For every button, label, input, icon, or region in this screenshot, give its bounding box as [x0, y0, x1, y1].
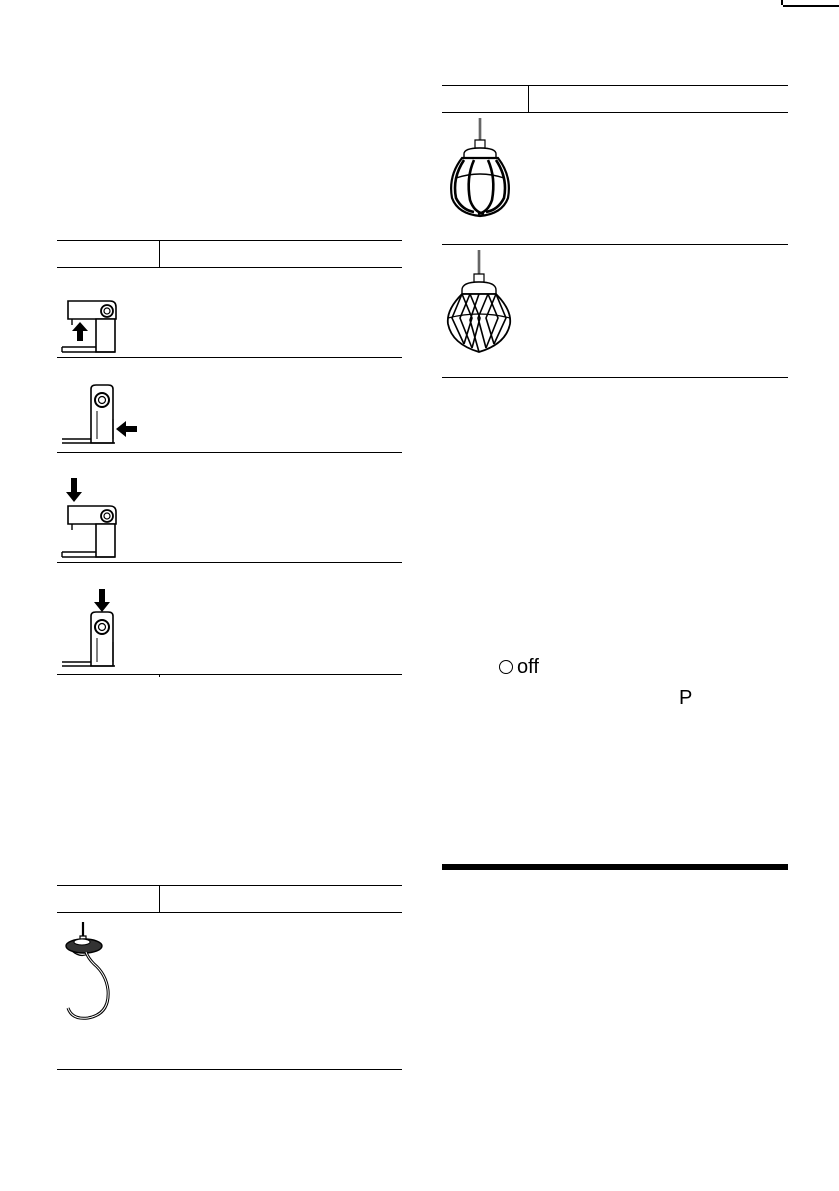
- table-rule: [442, 244, 788, 245]
- table-rule: [57, 452, 402, 453]
- table-rule: [57, 267, 402, 268]
- off-circle-icon: [499, 660, 513, 674]
- whisk-icon: [444, 116, 516, 220]
- table-rule: [57, 240, 402, 241]
- table-rule: [57, 357, 402, 358]
- table-rule: [57, 1069, 402, 1070]
- crop-mark-vertical: [781, 0, 783, 5]
- table-column-divider: [159, 674, 160, 677]
- mixer-side-arrow-icon: [60, 383, 140, 453]
- section-rule-thick: [442, 864, 788, 870]
- crop-mark-horizontal: [783, 5, 839, 7]
- mixer-tilt-up-icon: [60, 293, 122, 355]
- off-symbol: [499, 656, 539, 678]
- p-label: P: [679, 687, 693, 709]
- table-column-divider: [528, 85, 529, 113]
- table-rule: [442, 112, 788, 113]
- table-rule: [442, 377, 788, 378]
- table-rule: [57, 912, 402, 913]
- table-rule: [57, 674, 402, 675]
- table-rule: [57, 885, 402, 886]
- off-label: off: [517, 656, 539, 678]
- dough-hook-icon: [58, 918, 128, 1028]
- mixer-head-down-icon: [60, 586, 130, 670]
- balloon-whisk-icon: [444, 248, 516, 358]
- table-column-divider: [159, 240, 160, 268]
- table-rule: [442, 85, 788, 86]
- table-rule: [57, 562, 402, 563]
- mixer-press-down-icon: [60, 474, 122, 560]
- table-column-divider: [159, 885, 160, 913]
